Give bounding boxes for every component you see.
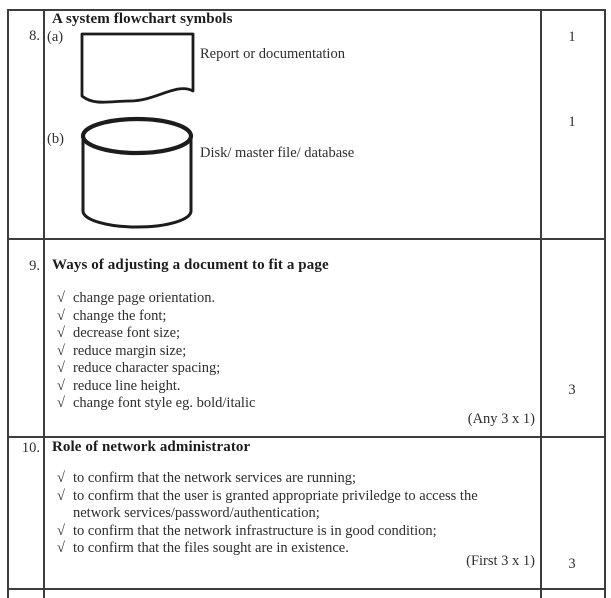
question-9-answer-list	[57, 290, 527, 413]
answer-text: change the font;	[73, 307, 167, 324]
answer-text: to confirm that the user is granted appropriate priviledge to access the network services/password/authentication;	[73, 487, 478, 521]
answer-text: to confirm that the files sought are in existence.	[73, 540, 349, 556]
question-10-title: Role of network administrator	[52, 439, 251, 455]
document-flowchart-symbol-icon	[80, 32, 196, 108]
list-item	[57, 378, 527, 396]
question-8b-label: (b)	[47, 131, 64, 147]
table-border-left	[7, 9, 9, 598]
question-10-marks: 3	[568, 556, 576, 572]
question-10-number: 10.	[21, 440, 40, 456]
checkmark-icon: √	[57, 522, 65, 539]
list-item	[57, 523, 525, 541]
checkmark-icon: √	[57, 470, 65, 486]
checkmark-icon: √	[57, 377, 65, 394]
list-item	[57, 290, 527, 308]
row-divider-q10-next	[7, 588, 606, 590]
question-8b-marks: 1	[568, 114, 576, 130]
list-item	[57, 470, 525, 488]
checkmark-icon: √	[57, 342, 65, 359]
answer-text: to confirm that the network infrastructure is in good condition;	[73, 522, 437, 539]
question-8a-marks: 1	[568, 29, 576, 45]
answer-text: to confirm that the network services are running;	[73, 470, 357, 486]
checkmark-icon: √	[57, 395, 65, 411]
question-9-marks: 3	[568, 382, 576, 398]
answer-text: reduce line height.	[73, 377, 181, 394]
list-item	[57, 343, 527, 361]
table-divider-marks-column	[540, 9, 542, 598]
answer-text: change font style eg. bold/italic	[73, 395, 256, 411]
question-8-title: A system flowchart symbols	[52, 11, 233, 27]
row-divider-q9-q10	[7, 436, 606, 438]
answer-text: reduce margin size;	[73, 342, 187, 359]
list-item	[57, 540, 525, 558]
list-item	[57, 325, 527, 343]
question-8a-caption: Report or documentation	[200, 46, 345, 62]
checkmark-icon: √	[57, 540, 65, 556]
question-9-note: (Any 3 x 1)	[467, 411, 535, 427]
checkmark-icon: √	[57, 325, 65, 341]
question-8a-label: (a)	[47, 29, 64, 45]
question-10-note: (First 3 x 1)	[466, 553, 535, 569]
cylinder-flowchart-symbol-icon	[79, 115, 195, 231]
list-item	[57, 488, 525, 523]
list-item	[57, 308, 527, 326]
checkmark-icon: √	[57, 360, 65, 376]
list-item	[57, 360, 527, 378]
table-divider-number-column	[43, 9, 45, 598]
question-9-number: 9.	[29, 258, 40, 274]
table-border-right	[604, 9, 606, 598]
answer-text: decrease font size;	[73, 325, 181, 341]
question-10-answer-list	[57, 470, 525, 558]
question-8b-caption: Disk/ master file/ database	[200, 145, 355, 161]
question-8-number: 8.	[29, 28, 40, 44]
checkmark-icon: √	[57, 487, 65, 504]
answer-text: reduce character spacing;	[73, 360, 221, 376]
checkmark-icon: √	[57, 307, 65, 324]
question-9-title: Ways of adjusting a document to fit a page	[52, 257, 329, 273]
answer-text: change page orientation.	[73, 290, 216, 306]
list-item	[57, 395, 527, 413]
row-divider-q8-q9	[7, 238, 606, 240]
checkmark-icon: √	[57, 290, 65, 306]
